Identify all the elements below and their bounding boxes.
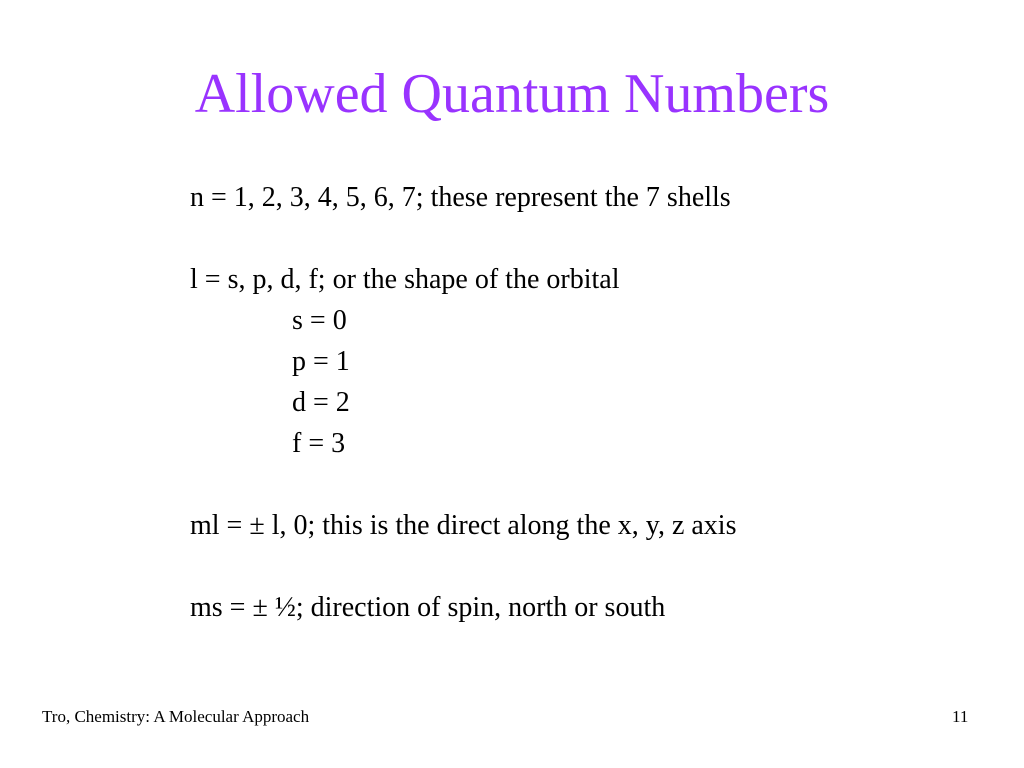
s-value-line: s = 0 [292,305,347,336]
footer-source: Tro, Chemistry: A Molecular Approach [42,707,310,726]
f-value-line: f = 3 [292,428,346,459]
angular-quantum-number-line: l = s, p, d, f; or the shape of the orbital [190,264,620,295]
magnetic-quantum-number-line: ml = ± l, 0; this is the direct along the x, y, z axis [190,510,737,541]
principal-quantum-number-line: n = 1, 2, 3, 4, 5, 6, 7; these represent the 7 shells [190,182,731,213]
spin-quantum-number-line: ms = ± ½; direction of spin, north or south [190,592,666,623]
slide-title: Allowed Quantum Numbers [194,63,830,125]
p-value-line: p = 1 [292,346,350,377]
page-number: 11 [952,707,969,726]
d-value-line: d = 2 [292,387,350,418]
